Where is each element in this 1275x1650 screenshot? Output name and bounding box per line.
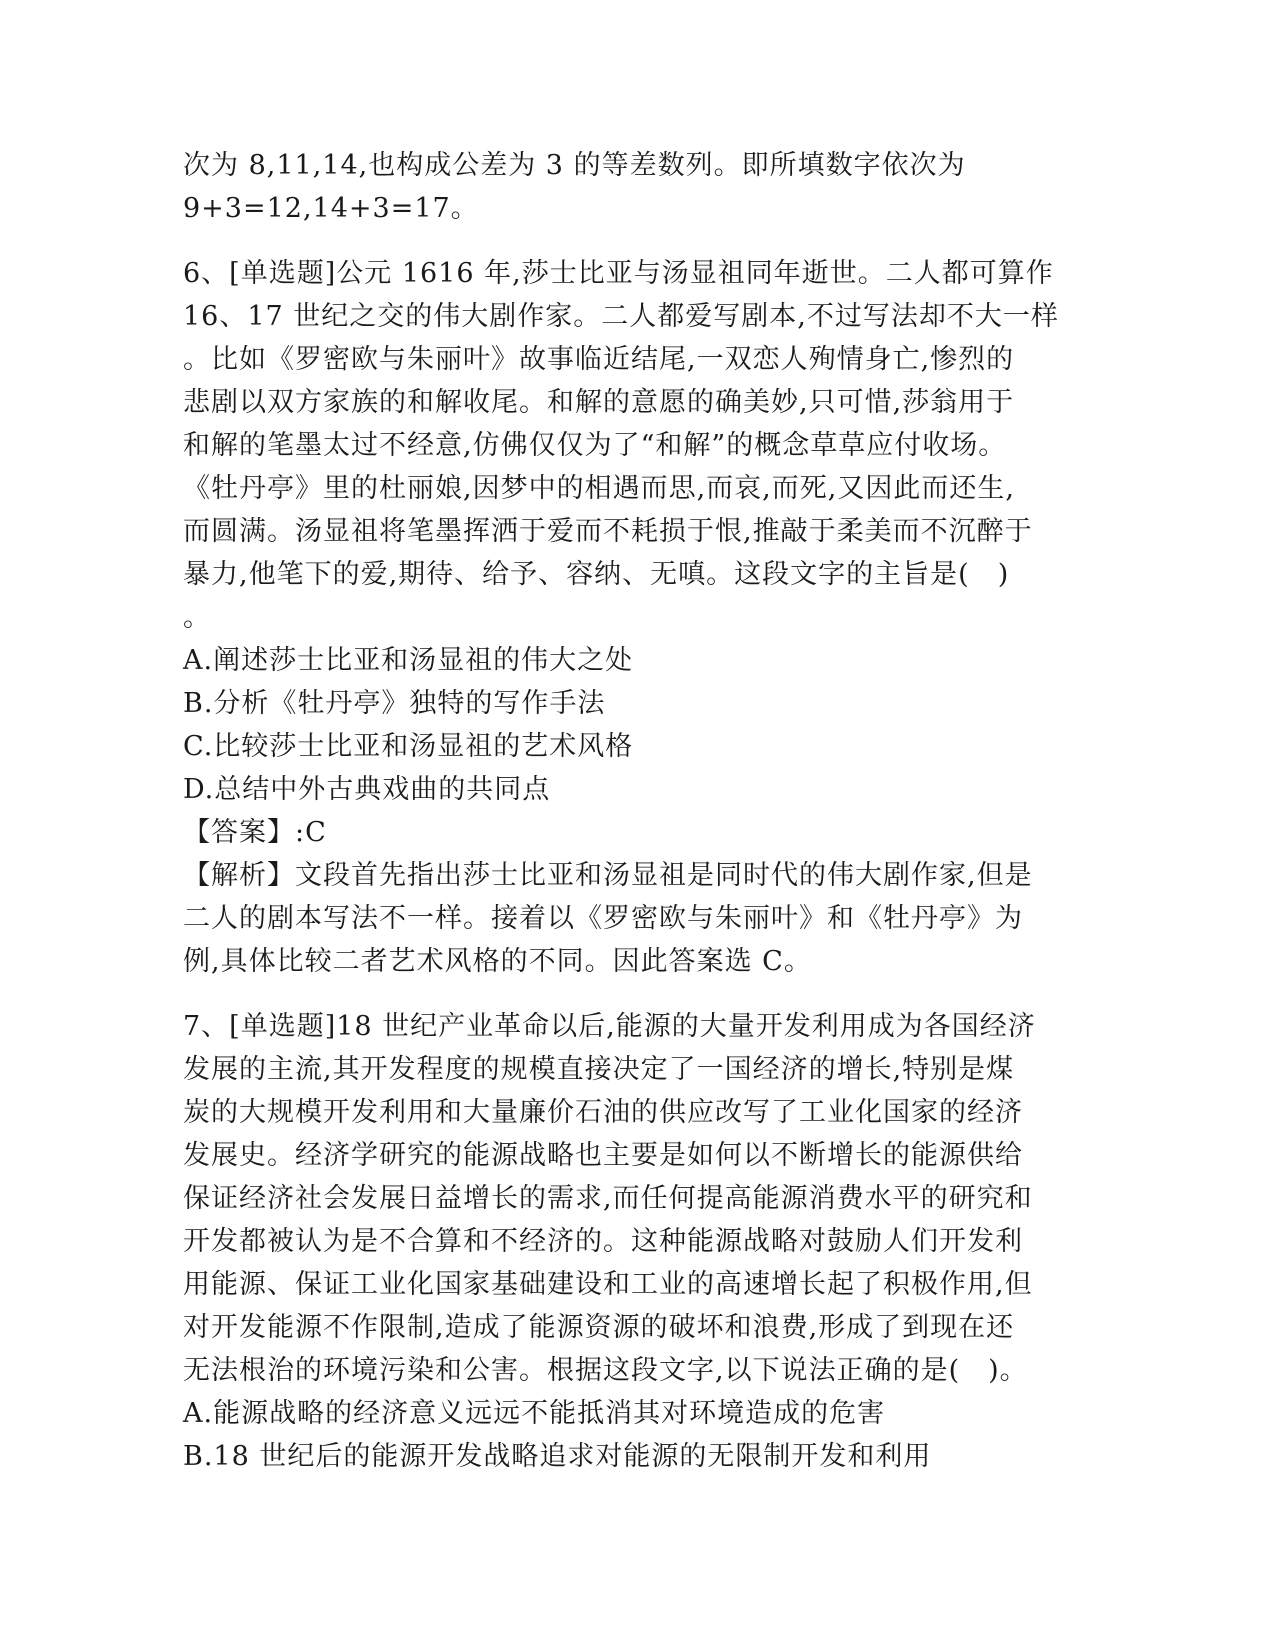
text-line: 《牡丹亭》里的杜丽娘,因梦中的相遇而思,而哀,而死,又因此而还生, bbox=[183, 473, 1015, 504]
option-b: B.18 世纪后的能源开发战略追求对能源的无限制开发和利用 bbox=[183, 1441, 932, 1472]
text-line: 次为 8,11,14,也构成公差为 3 的等差数列。即所填数字依次为 bbox=[183, 150, 966, 181]
text-line: 无法根治的环境污染和公害。根据这段文字,以下说法正确的是( )。 bbox=[183, 1355, 1028, 1386]
text-line: 对开发能源不作限制,造成了能源资源的破坏和浪费,形成了到现在还 bbox=[183, 1312, 1015, 1343]
text-line: 二人的剧本写法不一样。接着以《罗密欧与朱丽叶》和《牡丹亭》为 bbox=[183, 903, 1023, 934]
text-line: 暴力,他笔下的爱,期待、给予、容纳、无嗔。这段文字的主旨是( ) bbox=[183, 559, 1010, 590]
text-line: 炭的大规模开发利用和大量廉价石油的供应改写了工业化国家的经济 bbox=[183, 1097, 1023, 1128]
text-line: 用能源、保证工业化国家基础建设和工业的高速增长起了积极作用,但 bbox=[183, 1269, 1033, 1300]
text-line: 例,具体比较二者艺术风格的不同。因此答案选 C。 bbox=[183, 946, 812, 977]
text-line: 保证经济社会发展日益增长的需求,而任何提高能源消费水平的研究和 bbox=[183, 1183, 1033, 1214]
paragraph-gap bbox=[183, 230, 1083, 252]
question-7-stem: 7、[单选题]18 世纪产业革命以后,能源的大量开发利用成为各国经济 bbox=[183, 1011, 1036, 1042]
text-line: 。比如《罗密欧与朱丽叶》故事临近结尾,一双恋人殉情身亡,惨烈的 bbox=[183, 344, 1015, 375]
answer-line: 【答案】:C bbox=[183, 817, 327, 848]
option-c: C.比较莎士比亚和汤显祖的艺术风格 bbox=[183, 731, 634, 762]
text-line: 而圆满。汤显祖将笔墨挥洒于爱而不耗损于恨,推敲于柔美而不沉醉于 bbox=[183, 516, 1033, 547]
text-line: 9+3=12,14+3=17。 bbox=[183, 193, 479, 224]
option-b: B.分析《牡丹亭》独特的写作手法 bbox=[183, 688, 606, 719]
paragraph-gap bbox=[183, 983, 1083, 1005]
text-line: 悲剧以双方家族的和解收尾。和解的意愿的确美妙,只可惜,莎翁用于 bbox=[183, 387, 1015, 418]
text-line: 16、17 世纪之交的伟大剧作家。二人都爱写剧本,不过写法却不大一样 bbox=[183, 301, 1059, 332]
document-page bbox=[183, 144, 1083, 1478]
text-line: 发展的主流,其开发程度的规模直接决定了一国经济的增长,特别是煤 bbox=[183, 1054, 1015, 1085]
option-d: D.总结中外古典戏曲的共同点 bbox=[183, 774, 551, 805]
option-a: A.阐述莎士比亚和汤显祖的伟大之处 bbox=[183, 645, 634, 676]
text-line: 发展史。经济学研究的能源战略也主要是如何以不断增长的能源供给 bbox=[183, 1140, 1023, 1171]
question-6-stem: 6、[单选题]公元 1616 年,莎士比亚与汤显祖同年逝世。二人都可算作 bbox=[183, 258, 1054, 289]
analysis-line: 【解析】文段首先指出莎士比亚和汤显祖是同时代的伟大剧作家,但是 bbox=[183, 860, 1033, 891]
option-a: A.能源战略的经济意义远远不能抵消其对环境造成的危害 bbox=[183, 1398, 886, 1429]
text-line: 。 bbox=[183, 602, 211, 633]
text-line: 和解的笔墨太过不经意,仿佛仅仅为了“和解”的概念草草应付收场。 bbox=[183, 430, 1007, 461]
text-line: 开发都被认为是不合算和不经济的。这种能源战略对鼓励人们开发利 bbox=[183, 1226, 1023, 1257]
